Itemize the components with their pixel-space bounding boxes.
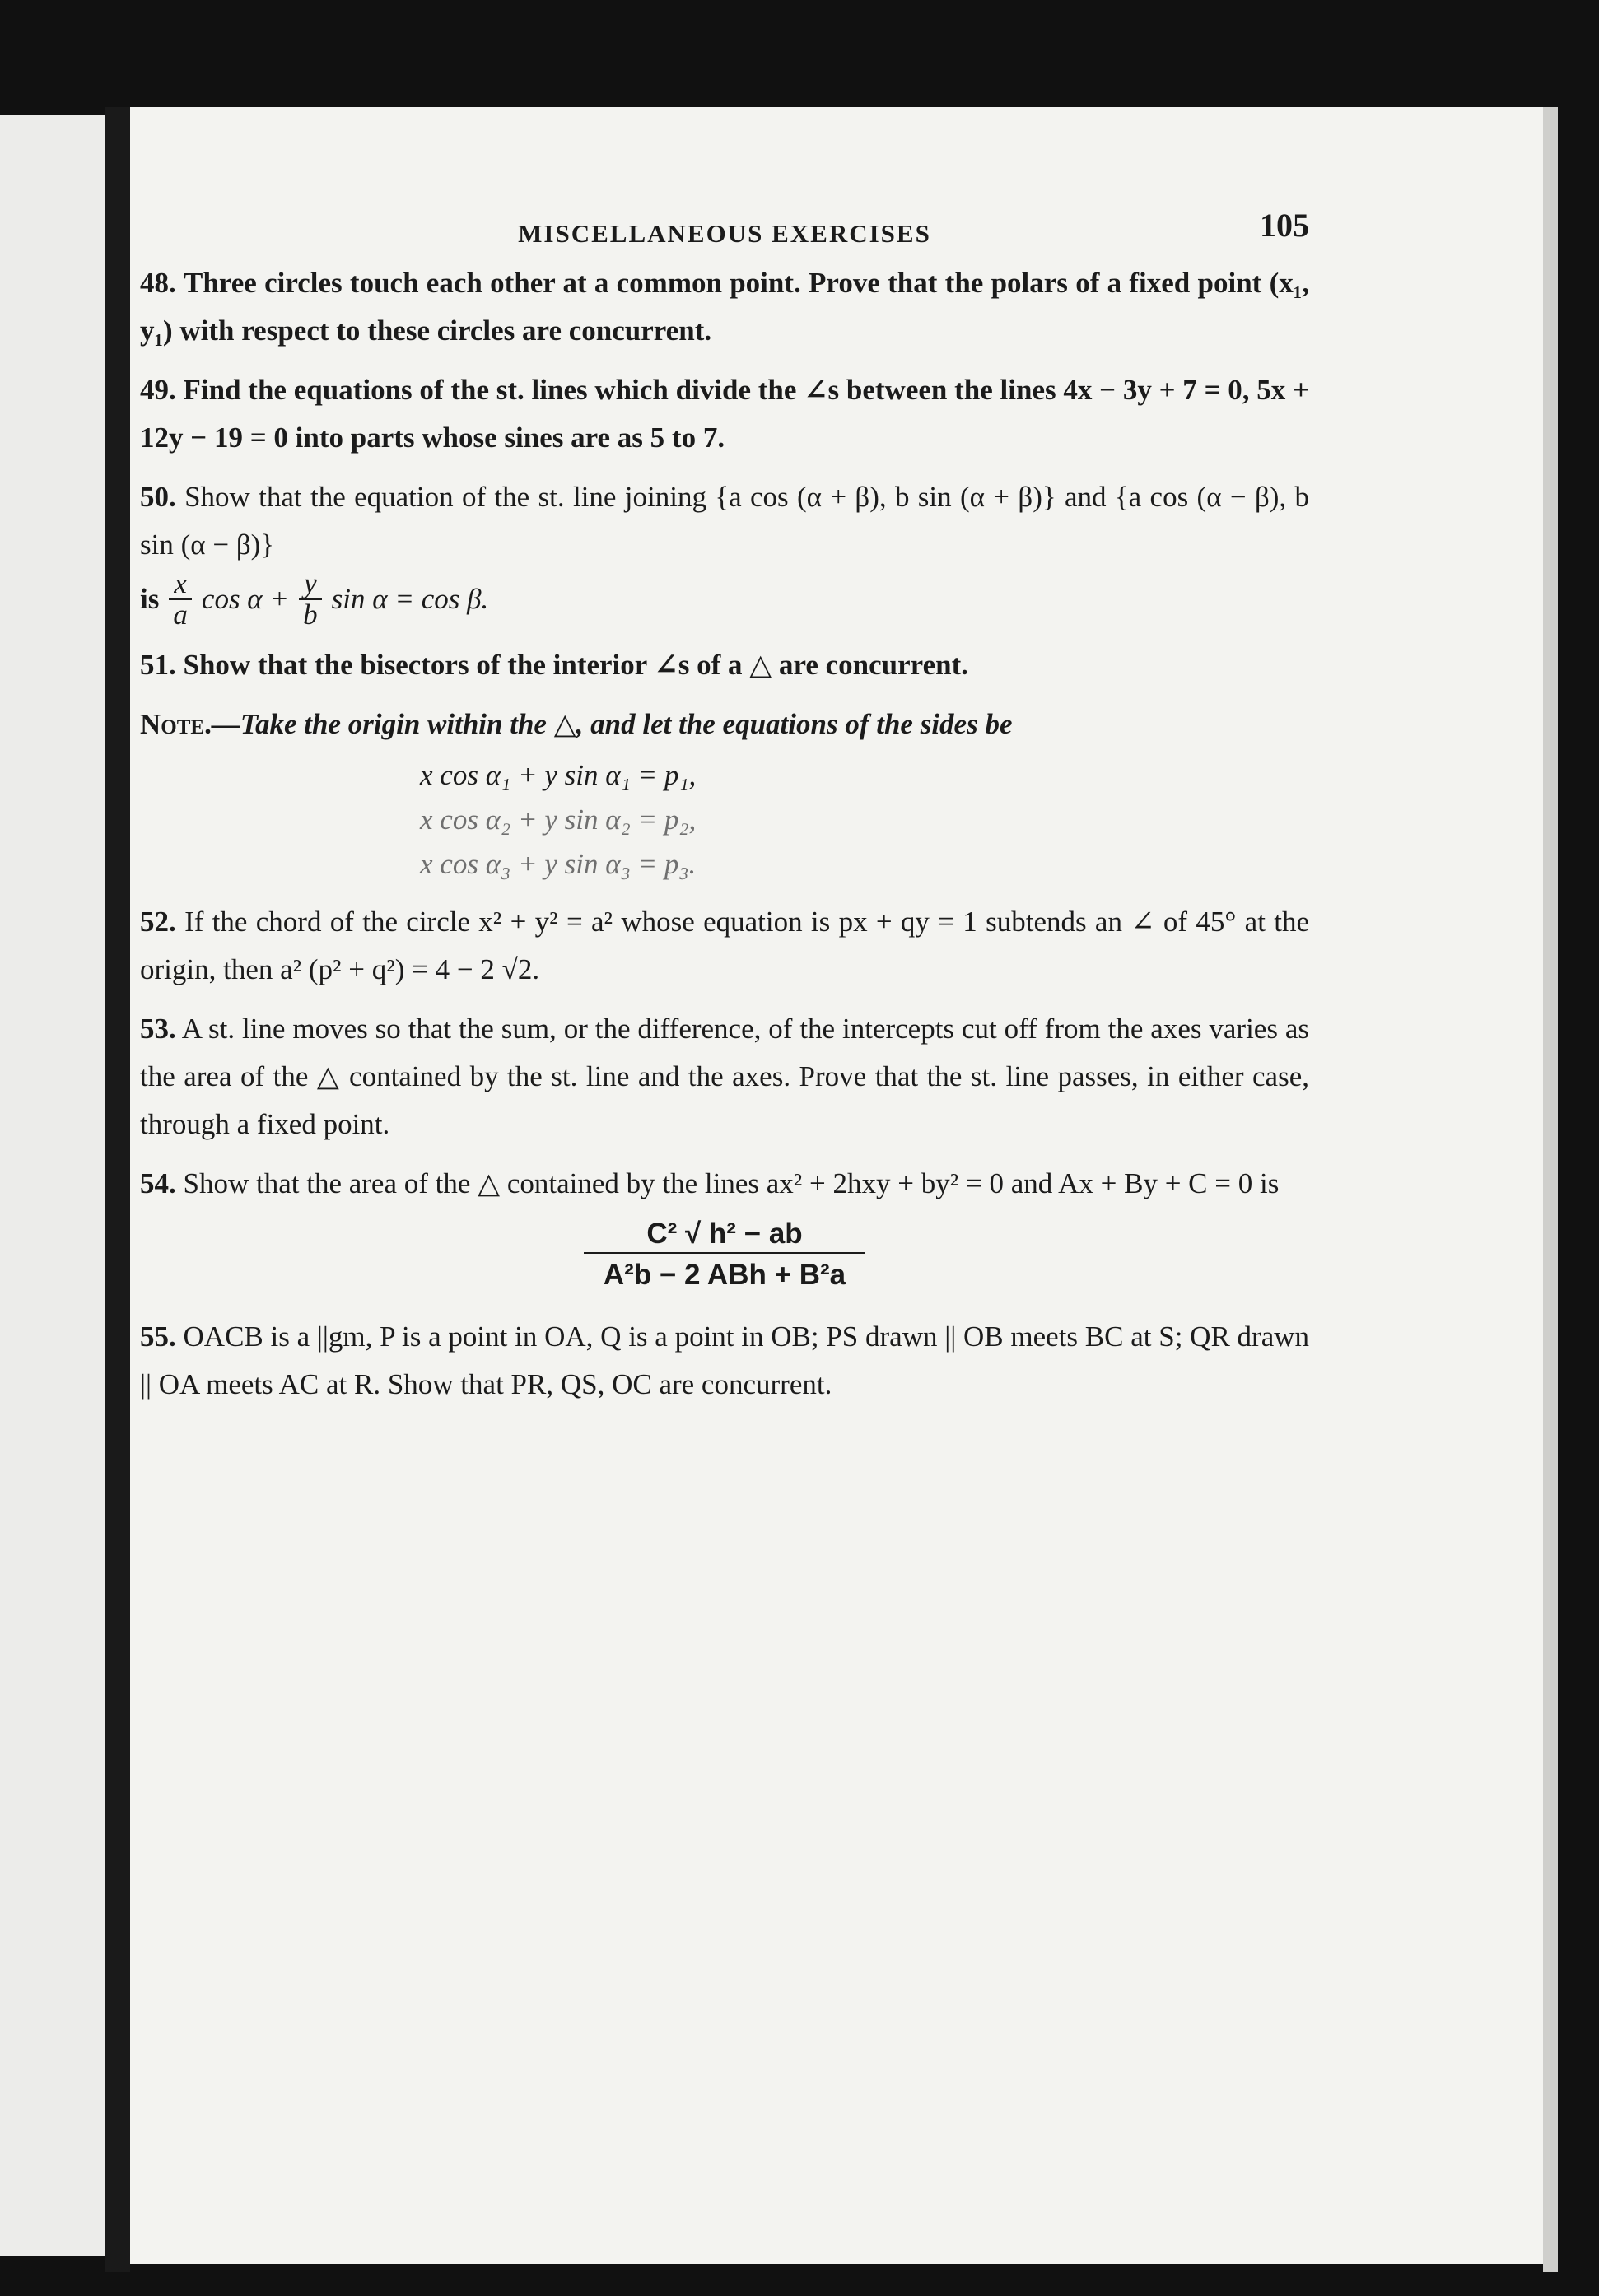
exercise-51 — [140, 641, 1309, 887]
equation-middle: cos α + — [201, 583, 290, 615]
exercise-number: 50. — [140, 481, 176, 513]
exercise-text: Show that the area of the △ contained by the lines ax² + 2hxy + by² = 0 and Ax + By + C = 0 is — [183, 1167, 1280, 1199]
formula-numerator: C² √ h² − ab — [646, 1218, 803, 1250]
exercise-48 — [140, 259, 1309, 355]
exercise-53 — [140, 1005, 1309, 1148]
side-equations — [140, 753, 1309, 887]
book-gutter — [105, 107, 130, 2272]
is-label: is — [140, 583, 160, 615]
page-content — [140, 202, 1309, 1420]
exercise-number: 48. — [140, 267, 176, 299]
exercise-50 — [140, 473, 1309, 630]
fraction-denominator: b — [303, 598, 318, 631]
exercise-text: Three circles touch each other at a common point. Prove that the polars of a fixed point (x₁, y₁) with respect to these circles are concurrent. — [140, 267, 1310, 347]
equation-3: x cos α₃ + y sin α₃ = p₃. — [420, 848, 697, 880]
exercise-number: 54. — [140, 1167, 176, 1199]
note-text: —Take the origin within the △, and let the equations of the sides be — [211, 708, 1013, 740]
fraction-y-over-b — [299, 569, 322, 630]
note-label: Note. — [140, 708, 212, 740]
exercise-text: Show that the equation of the st. line joining {a cos (α + β), b sin (α + β)} and {a cos (α − β), b sin (α − β)} — [140, 481, 1310, 561]
formula-denominator: A²b − 2 ABh + B²a — [584, 1252, 865, 1293]
exercise-number: 51. — [140, 649, 176, 681]
exercise-55 — [140, 1313, 1309, 1409]
area-formula — [140, 1216, 1309, 1293]
fraction-x-over-a — [169, 569, 192, 630]
exercise-49 — [140, 366, 1309, 462]
page-number: 105 — [1260, 207, 1309, 244]
exercise-text: A st. line moves so that the sum, or the difference, of the intercepts cut off from the axes varies as the area of the △ contained by the st. line and the axes. Prove that the st. line passes, in either case, through a fixed point. — [140, 1013, 1310, 1140]
exercise-number: 52. — [140, 906, 176, 938]
running-title: MISCELLANEOUS EXERCISES — [518, 219, 931, 248]
facing-page-edge — [0, 115, 105, 2256]
exercise-text: If the chord of the circle x² + y² = a² whose equation is px + qy = 1 subtends an ∠ of 45° at the origin, then a² (p² + q²) = 4 − 2 √2. — [140, 906, 1309, 985]
exercise-number: 55. — [140, 1320, 176, 1353]
exercise-number: 53. — [140, 1013, 176, 1045]
running-header — [140, 202, 1309, 259]
exercise-text: OACB is a ||gm, P is a point in OA, Q is a point in OB; PS drawn || OB meets BC at S; QR drawn || OA meets AC at R. Show that PR, QS, OC are concurrent. — [140, 1320, 1310, 1400]
exercise-text: Show that the bisectors of the interior ∠s of a △ are concurrent. — [183, 649, 968, 681]
fraction-denominator: a — [173, 598, 188, 631]
equation-end: sin α = cos β. — [331, 583, 489, 615]
note — [140, 701, 1309, 748]
fraction-numerator: y — [299, 569, 322, 600]
exercise-52 — [140, 898, 1309, 994]
equation-line — [140, 569, 1309, 630]
equation-1: x cos α₁ + y sin α₁ = p₁, — [420, 759, 697, 791]
exercise-text: Find the equations of the st. lines which divide the ∠s between the lines 4x − 3y + 7 = 0, 5x + 12y − 19 = 0 into parts whose sines are as 5 to 7. — [140, 374, 1309, 454]
exercise-54 — [140, 1160, 1309, 1293]
exercise-number: 49. — [140, 374, 176, 406]
page-edge — [1543, 107, 1558, 2272]
fraction-numerator: x — [169, 569, 192, 600]
equation-2: x cos α₂ + y sin α₂ = p₂, — [420, 803, 697, 836]
